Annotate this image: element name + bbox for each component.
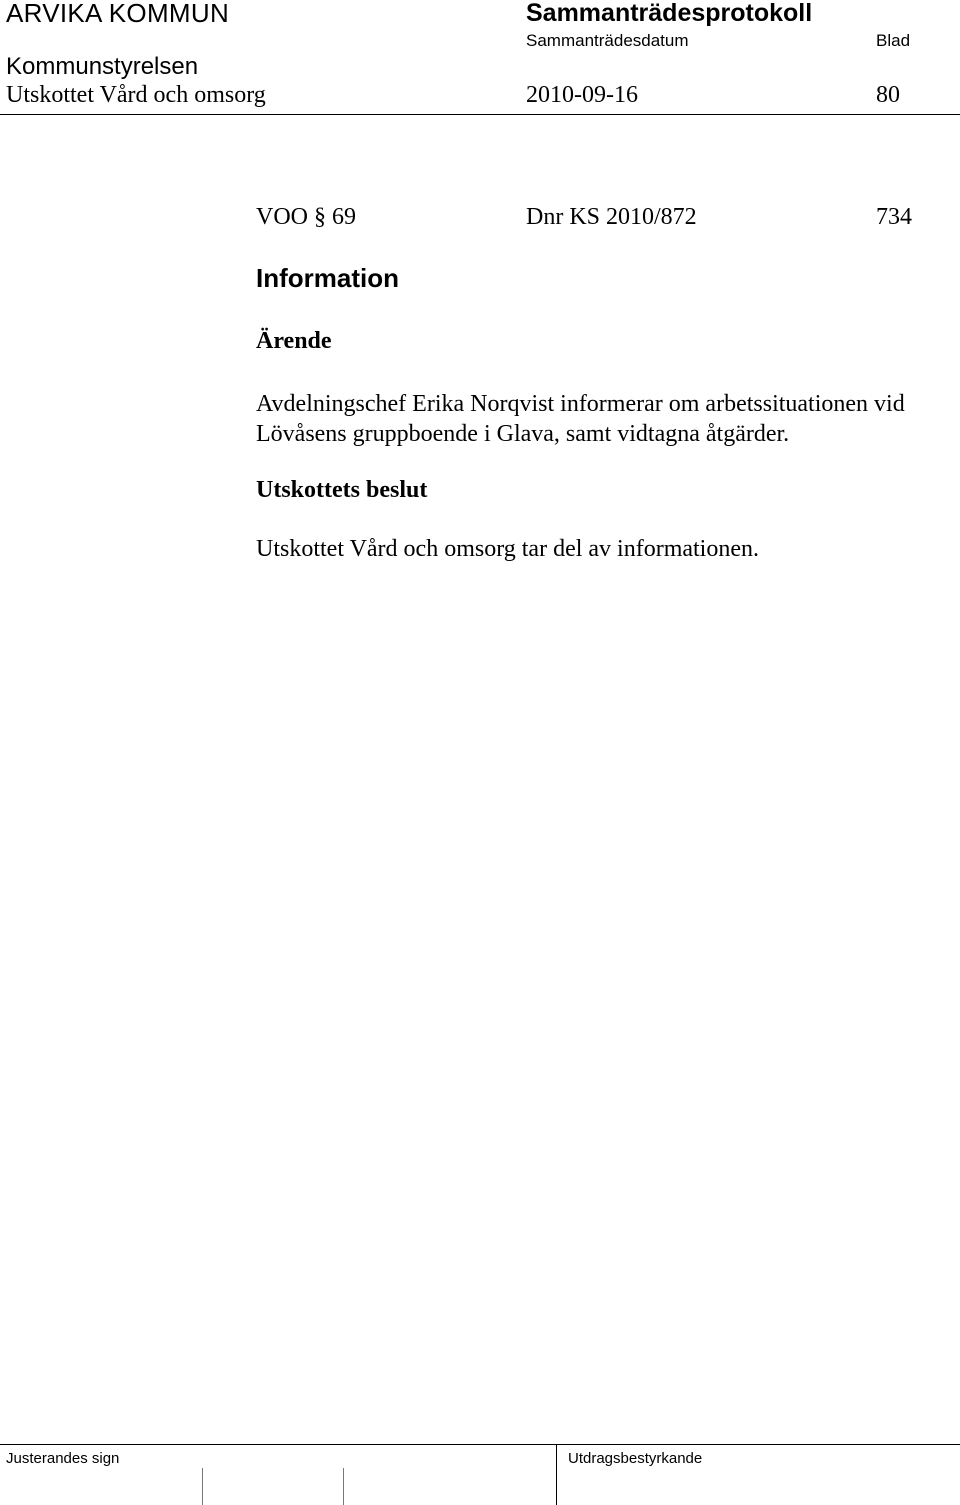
diary-number: Dnr KS 2010/872 [526,204,697,230]
matter-text-line: Avdelningschef Erika Norqvist informerar om arbetssituationen vid [256,391,905,417]
item-title: Information [256,263,399,293]
footer-column-divider [556,1444,557,1505]
reference-number: 734 [876,204,912,230]
matter-text-line: Lövåsens gruppboende i Glava, samt vidtagna åtgärder. [256,421,790,447]
section-reference: VOO § 69 [256,204,356,230]
meeting-date-label: Sammanträdesdatum [526,31,689,50]
footer-divider [0,1444,960,1445]
meeting-date: 2010-09-16 [526,82,638,108]
matter-text [256,389,905,449]
page-label: Blad [876,31,911,50]
signature-box-divider [343,1468,344,1505]
document-type: Sammanträdesprotokoll [526,0,813,27]
page-number: 80 [876,82,900,108]
matter-heading: Ärende [256,328,332,354]
signature-label: Justerandes sign [6,1450,120,1467]
organization-name: ARVIKA KOMMUN [6,0,230,28]
extract-certification-label: Utdragsbestyrkande [568,1450,703,1467]
decision-heading: Utskottets beslut [256,477,428,503]
signature-box-divider [202,1468,203,1505]
committee-name: Utskottet Vård och omsorg [6,82,266,108]
header-divider [0,114,960,115]
board-name: Kommunstyrelsen [6,53,199,80]
decision-text: Utskottet Vård och omsorg tar del av informationen. [256,536,760,562]
